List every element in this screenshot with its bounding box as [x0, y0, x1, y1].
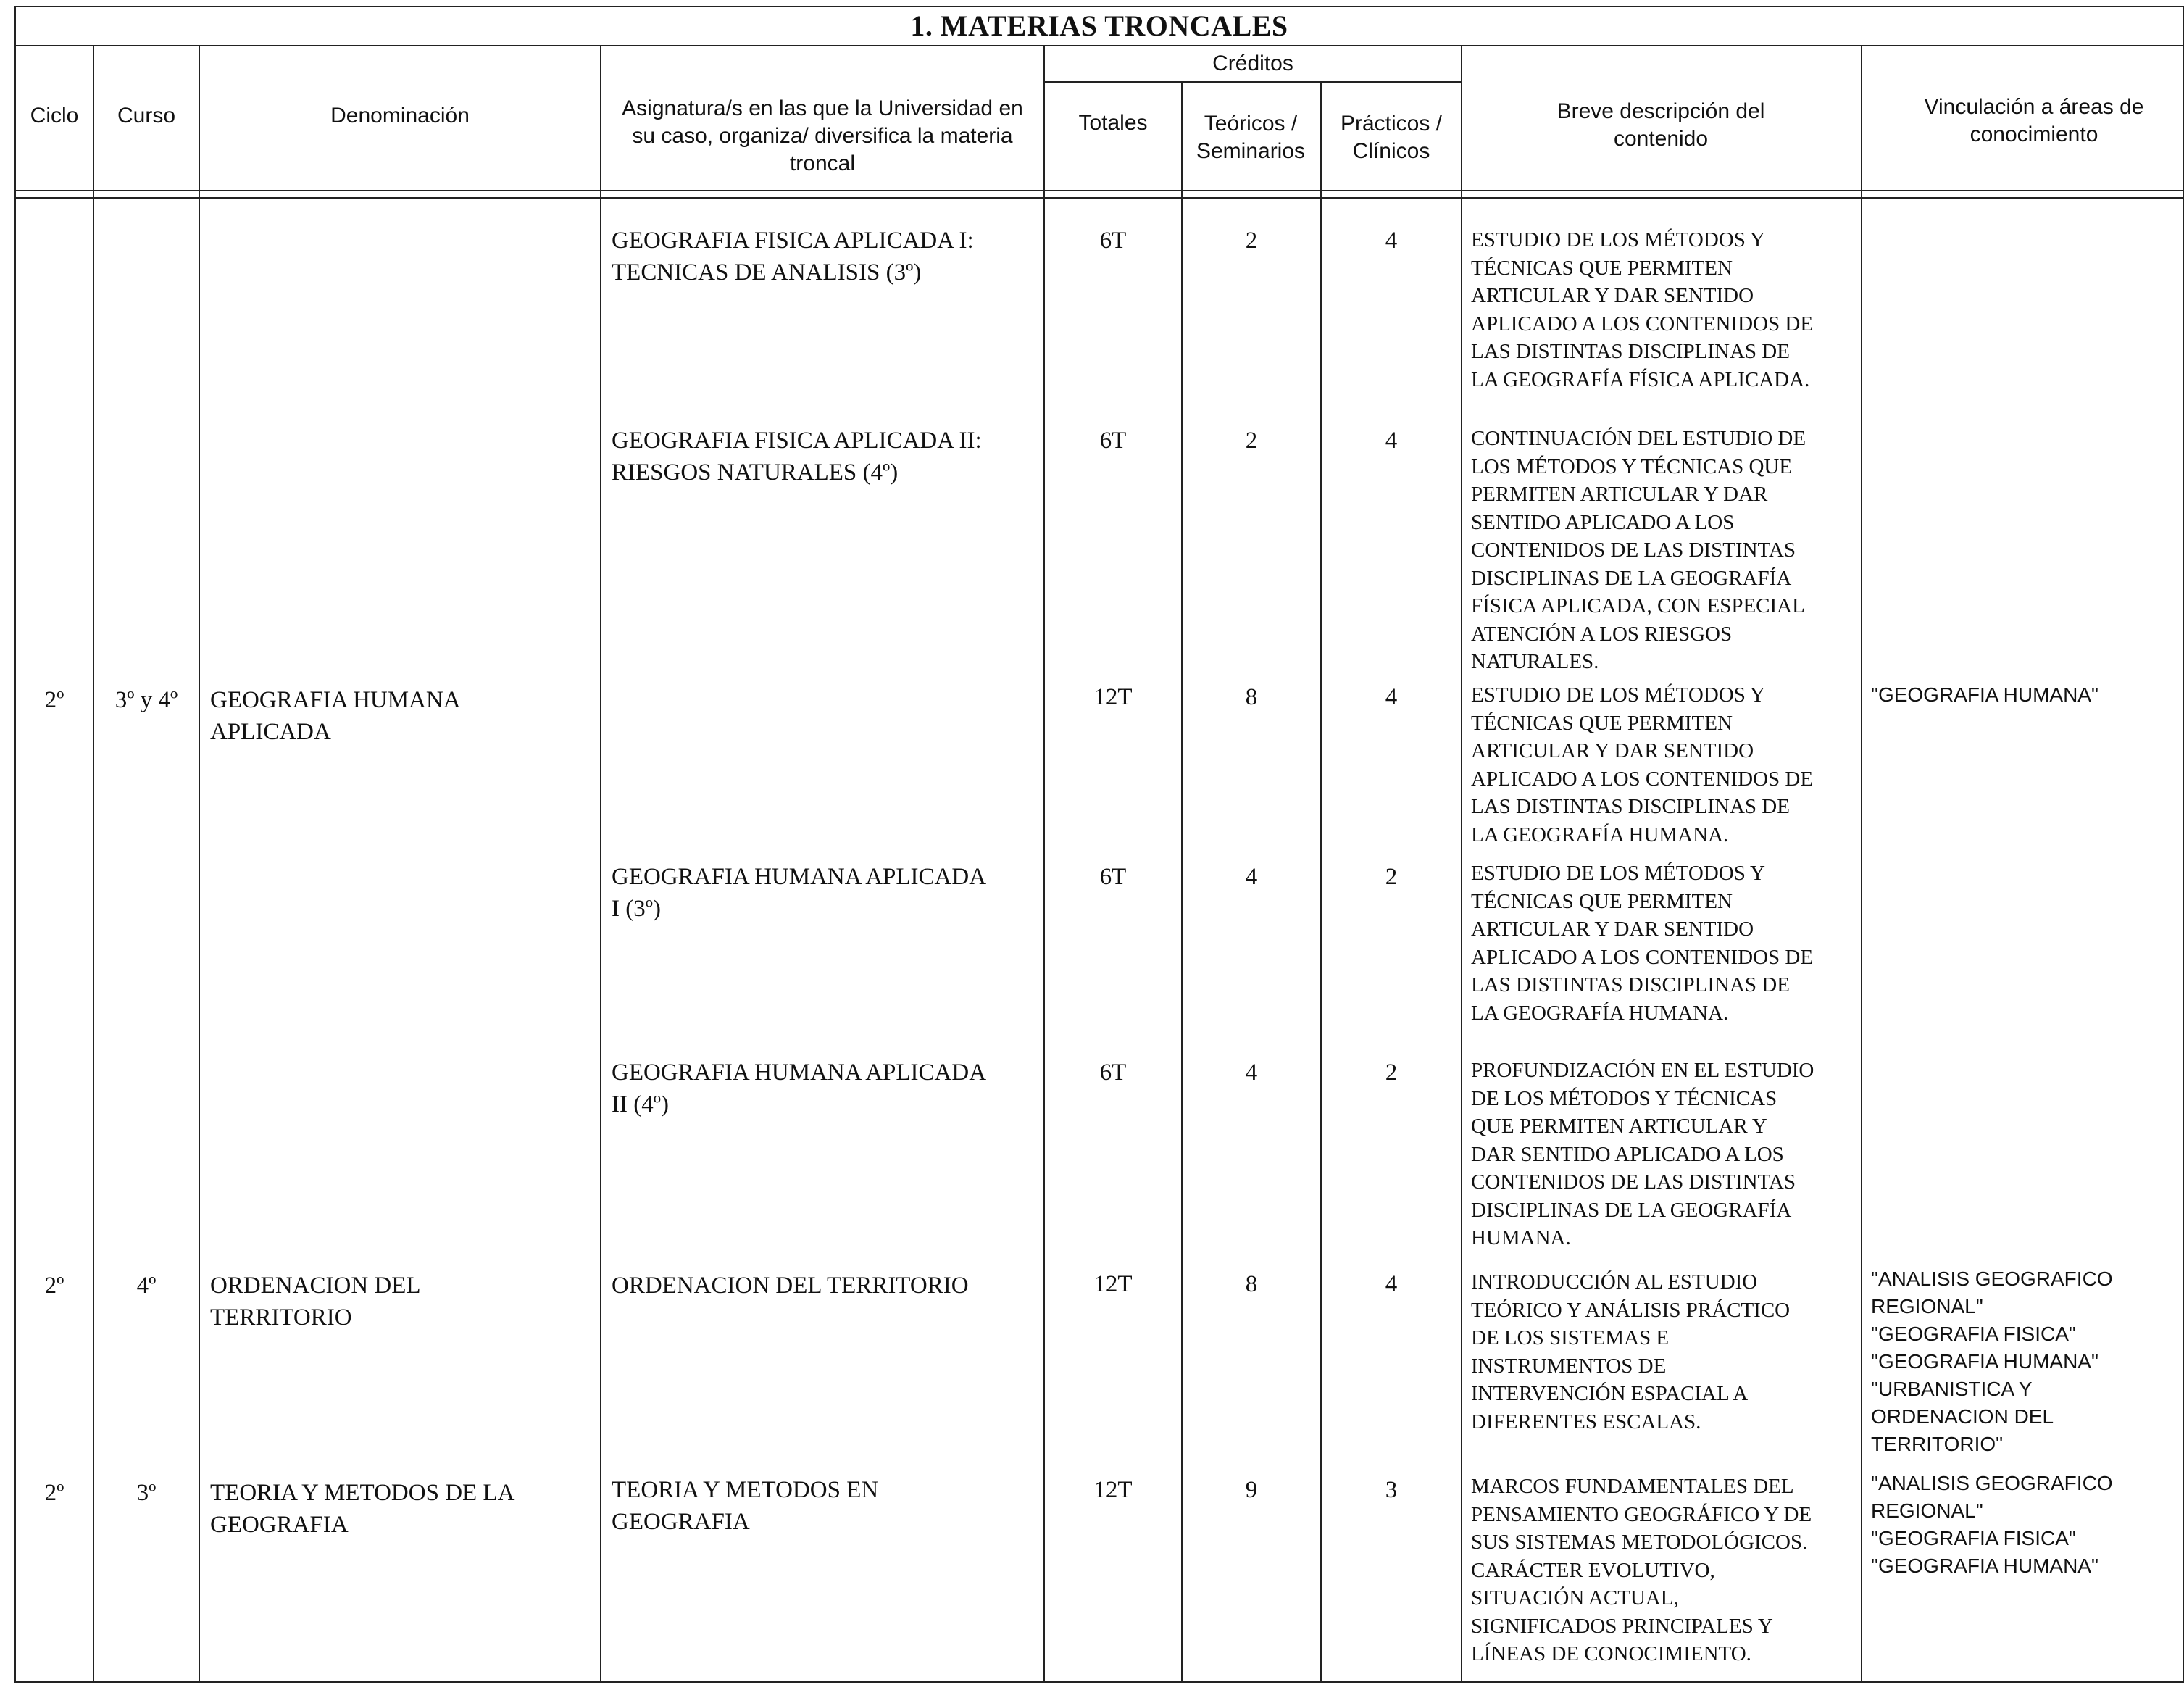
- row7-totales: 12T: [1093, 1477, 1133, 1503]
- col-rule-3: [600, 45, 601, 1683]
- header-practicos: Prácticos / Clínicos: [1340, 112, 1443, 163]
- header-totales: Totales: [1078, 111, 1148, 135]
- row4-totales: 6T: [1099, 864, 1127, 890]
- col-rule-8: [1861, 45, 1862, 1683]
- row1-descripcion: ESTUDIO DE LOS MÉTODOS Y TÉCNICAS QUE PERMITEN ARTICULAR Y DAR SENTIDO APLICADO A LOS CONTENIDOS DE LAS DISTINTAS DISCIPLINAS DE LA GEOGRAFÍA FÍSICA APLICADA.: [1471, 228, 1814, 391]
- header-denominacion: Denominación: [330, 104, 470, 128]
- row2-practicos: 4: [1385, 428, 1398, 454]
- row7-denominacion: TEORIA Y METODOS DE LA GEOGRAFIA: [210, 1480, 515, 1538]
- header-curso: Curso: [117, 104, 176, 128]
- row5-teoricos: 4: [1245, 1060, 1258, 1086]
- row1-asignatura: GEOGRAFIA FISICA APLICADA I: TECNICAS DE ANALISIS (3º): [612, 228, 974, 286]
- row4-practicos: 2: [1385, 864, 1398, 890]
- row2-asignatura: GEOGRAFIA FISICA APLICADA II: RIESGOS NATURALES (4º): [612, 428, 982, 486]
- rule-header-bottom-2: [16, 197, 2183, 199]
- row5-totales: 6T: [1099, 1060, 1127, 1086]
- row6-curso: 4º: [136, 1273, 157, 1299]
- row1-practicos: 4: [1385, 228, 1398, 254]
- row7-teoricos: 9: [1245, 1477, 1258, 1503]
- rule-top: [16, 6, 2183, 7]
- row6-totales: 12T: [1093, 1271, 1133, 1297]
- row7-curso: 3º: [136, 1480, 157, 1506]
- row1-totales: 6T: [1099, 228, 1127, 254]
- header-vinculacion: Vinculación a áreas de conocimiento: [1924, 95, 2144, 146]
- col-rule-7: [1461, 45, 1462, 1683]
- row2-totales: 6T: [1099, 428, 1127, 454]
- row6-ciclo: 2º: [44, 1273, 64, 1299]
- row3-curso: 3º y 4º: [114, 687, 178, 713]
- col-rule-2: [199, 45, 200, 1683]
- row6-practicos: 4: [1385, 1271, 1398, 1297]
- row7-vinculacion: "ANALISIS GEOGRAFICO REGIONAL" "GEOGRAFIA FISICA" "GEOGRAFIA HUMANA": [1871, 1472, 2113, 1577]
- row6-denominacion: ORDENACION DEL TERRITORIO: [210, 1273, 421, 1331]
- header-ciclo: Ciclo: [30, 104, 79, 128]
- row3-practicos: 4: [1385, 684, 1398, 710]
- row7-ciclo: 2º: [44, 1480, 64, 1506]
- col-rule-1: [93, 45, 94, 1683]
- row7-practicos: 3: [1385, 1477, 1398, 1503]
- row3-totales: 12T: [1093, 684, 1133, 710]
- row2-teoricos: 2: [1245, 428, 1258, 454]
- row3-descripcion: ESTUDIO DE LOS MÉTODOS Y TÉCNICAS QUE PERMITEN ARTICULAR Y DAR SENTIDO APLICADO A LOS CONTENIDOS DE LAS DISTINTAS DISCIPLINAS DE LA GEOGRAFÍA HUMANA.: [1471, 683, 1814, 846]
- row4-teoricos: 4: [1245, 864, 1258, 890]
- rule-header-bottom: [16, 190, 2183, 191]
- page-title: 1. MATERIAS TRONCALES: [910, 9, 1288, 42]
- row6-descripcion: INTRODUCCIÓN AL ESTUDIO TEÓRICO Y ANÁLISIS PRÁCTICO DE LOS SISTEMAS E INSTRUMENTOS DE INTERVENCIÓN ESPACIAL A DIFERENTES ESCALAS.: [1471, 1270, 1791, 1433]
- rule-creditos: [1043, 81, 1461, 83]
- row5-practicos: 2: [1385, 1060, 1398, 1086]
- row3-denominacion: GEOGRAFIA HUMANA APLICADA: [210, 687, 461, 745]
- row4-descripcion: ESTUDIO DE LOS MÉTODOS Y TÉCNICAS QUE PERMITEN ARTICULAR Y DAR SENTIDO APLICADO A LOS CONTENIDOS DE LAS DISTINTAS DISCIPLINAS DE LA GEOGRAFÍA HUMANA.: [1471, 862, 1814, 1025]
- row5-descripcion: PROFUNDIZACIÓN EN EL ESTUDIO DE LOS MÉTODOS Y TÉCNICAS QUE PERMITEN ARTICULAR Y DAR SENTIDO APLICADO A LOS CONTENIDOS DE LAS DISTINTAS DISCIPLINAS DE LA GEOGRAFÍA HUMANA.: [1471, 1059, 1814, 1249]
- row2-descripcion: CONTINUACIÓN DEL ESTUDIO DE LOS MÉTODOS Y TÉCNICAS QUE PERMITEN ARTICULAR Y DAR SENTIDO APLICADO A LOS CONTENIDOS DE LAS DISTINTAS DISCIPLINAS DE LA GEOGRAFÍA FÍSICA APLICADA, CON ESPECIAL ATENCIÓN A LOS RIESGOS NATURALES.: [1471, 427, 1806, 673]
- row7-descripcion: MARCOS FUNDAMENTALES DEL PENSAMIENTO GEOGRÁFICO Y DE SUS SISTEMAS METODOLÓGICOS. CARÁCTER EVOLUTIVO, SITUACIÓN ACTUAL, SIGNIFICADOS PRINCIPALES Y LÍNEAS DE CONOCIMIENTO.: [1471, 1475, 1812, 1665]
- row3-vinculacion: "GEOGRAFIA HUMANA": [1871, 683, 2098, 706]
- row6-teoricos: 8: [1245, 1271, 1258, 1297]
- rule-bottom: [16, 1681, 2183, 1683]
- row4-asignatura: GEOGRAFIA HUMANA APLICADA I (3º): [612, 864, 987, 922]
- row6-vinculacion: "ANALISIS GEOGRAFICO REGIONAL" "GEOGRAFIA FISICA" "GEOGRAFIA HUMANA" "URBANISTICA Y ORDENACION DEL TERRITORIO": [1871, 1268, 2113, 1455]
- row5-asignatura: GEOGRAFIA HUMANA APLICADA II (4º): [612, 1060, 987, 1117]
- row3-ciclo: 2º: [44, 687, 64, 713]
- row6-asignatura: ORDENACION DEL TERRITORIO: [612, 1273, 969, 1299]
- header-asignaturas: Asignatura/s en las que la Universidad en su caso, organiza/ diversifica la materia troncal: [622, 96, 1023, 175]
- header-teoricos: Teóricos / Seminarios: [1196, 112, 1306, 163]
- troncales-table: [14, 6, 2184, 1683]
- header-descripcion: Breve descripción del contenido: [1556, 99, 1765, 151]
- row7-asignatura: TEORIA Y METODOS EN GEOGRAFIA: [612, 1477, 879, 1535]
- header-creditos: Créditos: [1212, 51, 1293, 75]
- row1-teoricos: 2: [1245, 228, 1258, 254]
- row3-teoricos: 8: [1245, 684, 1258, 710]
